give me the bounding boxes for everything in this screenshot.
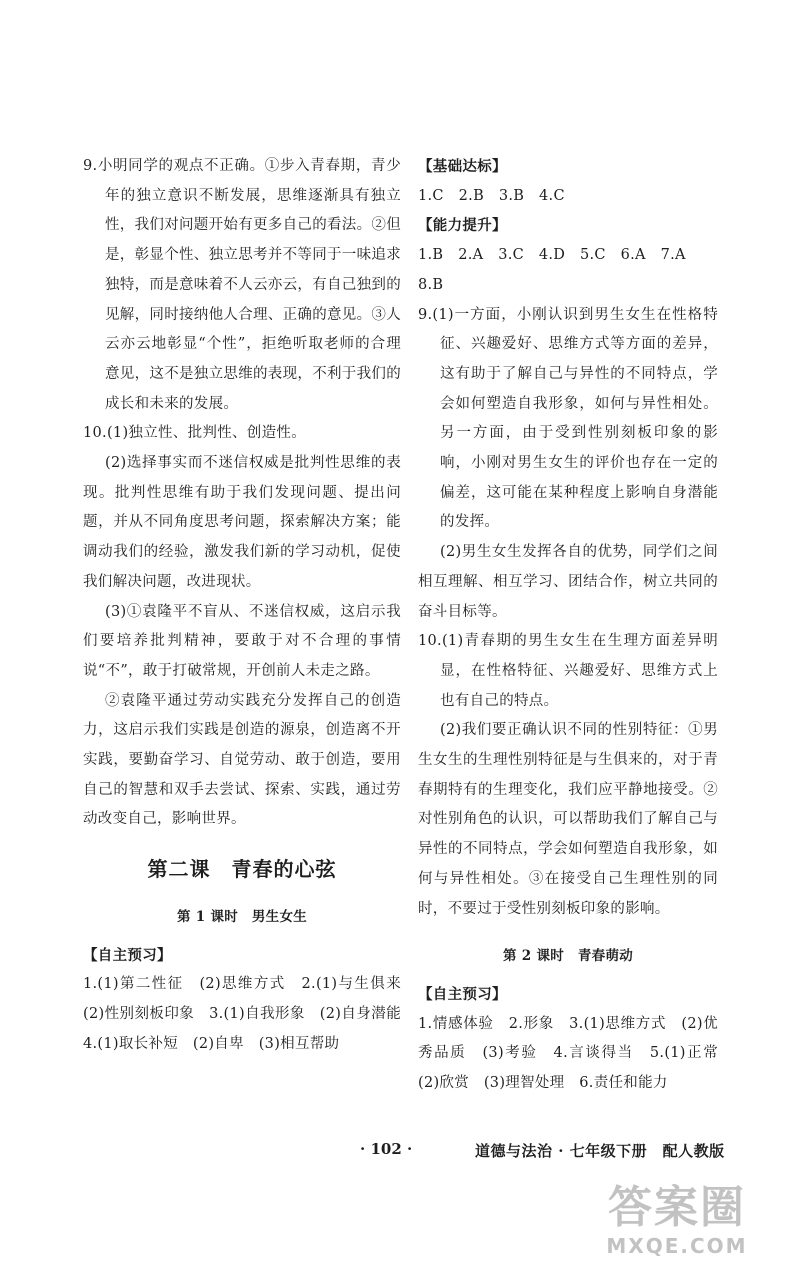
- preview-answers: 1.情感体验 2.形象 3.(1)思维方式 (2)优秀品质 (3)考验 4.言谈得当 5.(1)正常 (2)欣赏 (3)理智处理 6.责任和能力: [418, 1015, 733, 1092]
- section-tag-preview: 【自主预习】: [83, 946, 172, 964]
- ability-answers-line1: 1.B 2.A 3.C 4.D 5.C 6.A 7.A: [418, 247, 686, 264]
- section-tag-basic: 【基础达标】: [418, 158, 507, 175]
- period-1-title: 第 1 课时 男生女生: [176, 908, 308, 925]
- answer-q9-part2: (2)男生女生发挥各自的优势，同学们之间相互理解、相互学习、团结合作，树立共同的奋斗目标等。: [418, 544, 718, 620]
- ability-answers-line2: 8.B: [418, 276, 444, 293]
- answer-q9: 9.小明同学的观点不正确。①步入青春期，青少年的独立意识不断发展，思维逐渐具有独立性，我们对问题开始有更多自己的看法。②但是，彰显个性、独立思考并不等同于一味追求独特，而是意味着不人云亦云，有自己独到的见解，同时接纳他人合理、正确的意见。③人云亦云地彰显“个性”，拒绝听取老师的合理意见，这不是独立思维的表现，不利于我们的成长和未来的发展。: [83, 158, 401, 412]
- watermark-text: 答案圈: [608, 1182, 746, 1233]
- answer-q10-part1: 10.(1)独立性、批判性、创造性。: [83, 425, 306, 442]
- right-column: [418, 152, 733, 1099]
- left-column: [83, 152, 416, 1059]
- section-tag-ability: 【能力提升】: [418, 217, 507, 235]
- period-2-title: 第 2 课时 青春萌动: [502, 948, 634, 965]
- lesson-title: 第二课 青春的心弦: [147, 857, 337, 882]
- answer-q9-part1: 9.(1)一方面，小刚认识到男生女生在性格特征、兴趣爱好、思维方式等方面的差异，这有助于了解自己与异性的不同特点，学会如何塑造自我形象，如何与异性相处。另一方面，由于受到性别刻板印象的影响，小刚对男生女生的评价也存在一定的偏差，这可能在某种程度上影响自身潜能的发挥。: [418, 306, 718, 531]
- basic-answers: 1.C 2.B 3.B 4.C: [418, 187, 565, 204]
- section-tag-preview: 【自主预习】: [418, 985, 507, 1003]
- watermark-logo: [582, 1182, 772, 1272]
- watermark-url: MXQE.COM: [606, 1234, 748, 1258]
- answer-q10-part3a: (3)①袁隆平不盲从、不迷信权威，这启示我们要培养批判精神，要敢于对不合理的事情说“不”，敢于打破常规，开创前人未走之路。: [83, 603, 401, 679]
- answer-q10-part2: (2)选择事实而不迷信权威是批判性思维的表现。批判性思维有助于我们发现问题、提出问题，并从不同角度思考问题，探索解决方案；能调动我们的经验，激发我们新的学习动机，促使我们解决问题，改进现状。: [83, 455, 401, 590]
- answer-q10-part2: (2)我们要正确认识不同的性别特征：①男生女生的生理性别特征是与生俱来的，对于青春期特有的生理变化，我们应平静地接受。②对性别角色的认识，可以帮助我们了解自己与异性的不同特点，学会如何塑造自我形象，如何与异性相处。③在接受自己生理性别的同时，不要过于受性别刻板印象的影响。: [418, 722, 718, 917]
- preview-answers: 1.(1)第二性征 (2)思维方式 2.(1)与生俱来 (2)性别刻板印象 3.(1)自我形象 (2)自身潜能 4.(1)取长补短 (2)自卑 (3)相互帮助: [83, 976, 416, 1052]
- answer-q10-part3b: ②袁隆平通过劳动实践充分发挥自己的创造力，这启示我们实践是创造的源泉，创造离不开实践，要勤奋学习、自觉劳动、敢于创造，要用自己的智慧和双手去尝试、探索、实践，通过劳动改变自己，影响世界。: [83, 692, 401, 828]
- page-number: · 102 ·: [360, 1140, 413, 1158]
- answer-q10-part1: 10.(1)青春期的男生女生在生理方面差异明显，在性格特征、兴趣爱好、思维方式上也有自己的特点。: [418, 633, 718, 709]
- book-title: 道德与法治 · 七年级下册 配人教版: [475, 1142, 725, 1160]
